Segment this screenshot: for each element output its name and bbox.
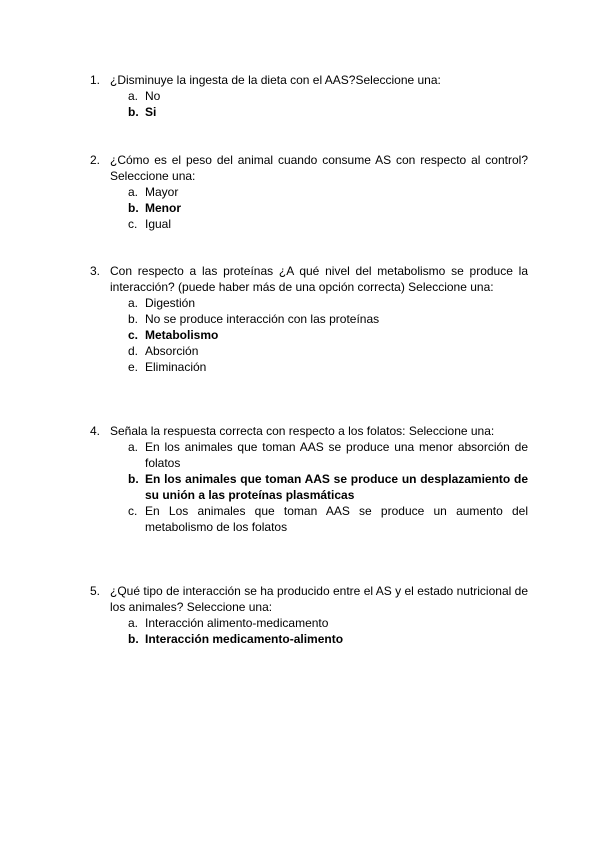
option-text: En Los animales que toman AAS se produce un aumento del metabolismo de los folatos — [145, 504, 528, 534]
question-4-option-c — [90, 503, 528, 535]
option-text: Igual — [145, 217, 172, 231]
question-3-option-c — [90, 327, 528, 343]
question-3 — [90, 263, 528, 375]
question-4-option-a — [90, 439, 528, 471]
question-1-option-b — [90, 104, 528, 120]
option-text: Eliminación — [145, 360, 207, 374]
question-2-stem — [90, 152, 528, 184]
option-letter: c. — [128, 328, 139, 342]
option-text: Interacción medicamento-alimento — [145, 632, 344, 646]
option-letter: b. — [128, 632, 139, 646]
question-4-options — [90, 439, 528, 535]
option-text: Metabolismo — [145, 328, 219, 342]
question-1-number: 1. — [90, 73, 101, 87]
option-text: Interacción alimento-medicamento — [145, 616, 329, 630]
question-3-stem — [90, 263, 528, 295]
option-letter: b. — [128, 472, 139, 486]
question-1-option-a — [90, 88, 528, 104]
question-4-text: Señala la respuesta correcta con respecto a los folatos: Seleccione una: — [110, 424, 495, 438]
question-3-options — [90, 295, 528, 375]
option-text: En los animales que toman AAS se produce un desplazamiento de su unión a las proteínas plasmáticas — [145, 472, 528, 502]
question-5-option-b — [90, 631, 528, 647]
question-2-text: ¿Cómo es el peso del animal cuando consume AS con respecto al control? Seleccione una: — [110, 153, 528, 183]
option-letter: b. — [128, 312, 139, 326]
option-letter: a. — [128, 440, 139, 454]
question-5-options — [90, 615, 528, 647]
question-2 — [90, 152, 528, 232]
option-text: En los animales que toman AAS se produce una menor absorción de folatos — [145, 440, 528, 470]
option-text: Mayor — [145, 185, 179, 199]
option-text: Digestión — [145, 296, 196, 310]
option-letter: c. — [128, 504, 138, 518]
question-3-option-a — [90, 295, 528, 311]
option-letter: c. — [128, 217, 138, 231]
question-1 — [90, 72, 528, 120]
question-4-stem — [90, 423, 528, 439]
question-5-number: 5. — [90, 584, 101, 598]
question-4-number: 4. — [90, 424, 101, 438]
question-5-option-a — [90, 615, 528, 631]
question-5-stem — [90, 583, 528, 615]
option-letter: b. — [128, 105, 139, 119]
option-text: Menor — [145, 201, 181, 215]
option-letter: d. — [128, 344, 139, 358]
question-2-option-a — [90, 184, 528, 200]
option-letter: e. — [128, 360, 139, 374]
question-4-option-b — [90, 471, 528, 503]
question-5-text: ¿Qué tipo de interacción se ha producido entre el AS y el estado nutricional de los animales? Seleccione una: — [110, 584, 528, 614]
question-3-option-b — [90, 311, 528, 327]
question-3-text: Con respecto a las proteínas ¿A qué nivel del metabolismo se produce la interacción? (puede haber más de una opción correcta) Seleccione una: — [110, 264, 528, 294]
option-letter: b. — [128, 201, 139, 215]
option-letter: a. — [128, 89, 139, 103]
option-text: Si — [145, 105, 157, 119]
question-2-option-b — [90, 200, 528, 216]
option-text: No se produce interacción con las proteínas — [145, 312, 380, 326]
question-3-number: 3. — [90, 264, 101, 278]
option-letter: a. — [128, 296, 139, 310]
question-2-number: 2. — [90, 153, 101, 167]
question-1-text: ¿Disminuye la ingesta de la dieta con el AAS?Seleccione una: — [110, 73, 441, 87]
question-3-option-e — [90, 359, 528, 375]
option-letter: a. — [128, 185, 139, 199]
question-2-option-c — [90, 216, 528, 232]
option-text: No — [145, 89, 161, 103]
question-2-options — [90, 184, 528, 232]
question-1-stem — [90, 72, 528, 88]
option-text: Absorción — [145, 344, 199, 358]
question-3-option-d — [90, 343, 528, 359]
question-1-options — [90, 88, 528, 120]
question-5 — [90, 583, 528, 647]
option-letter: a. — [128, 616, 139, 630]
question-4 — [90, 423, 528, 535]
